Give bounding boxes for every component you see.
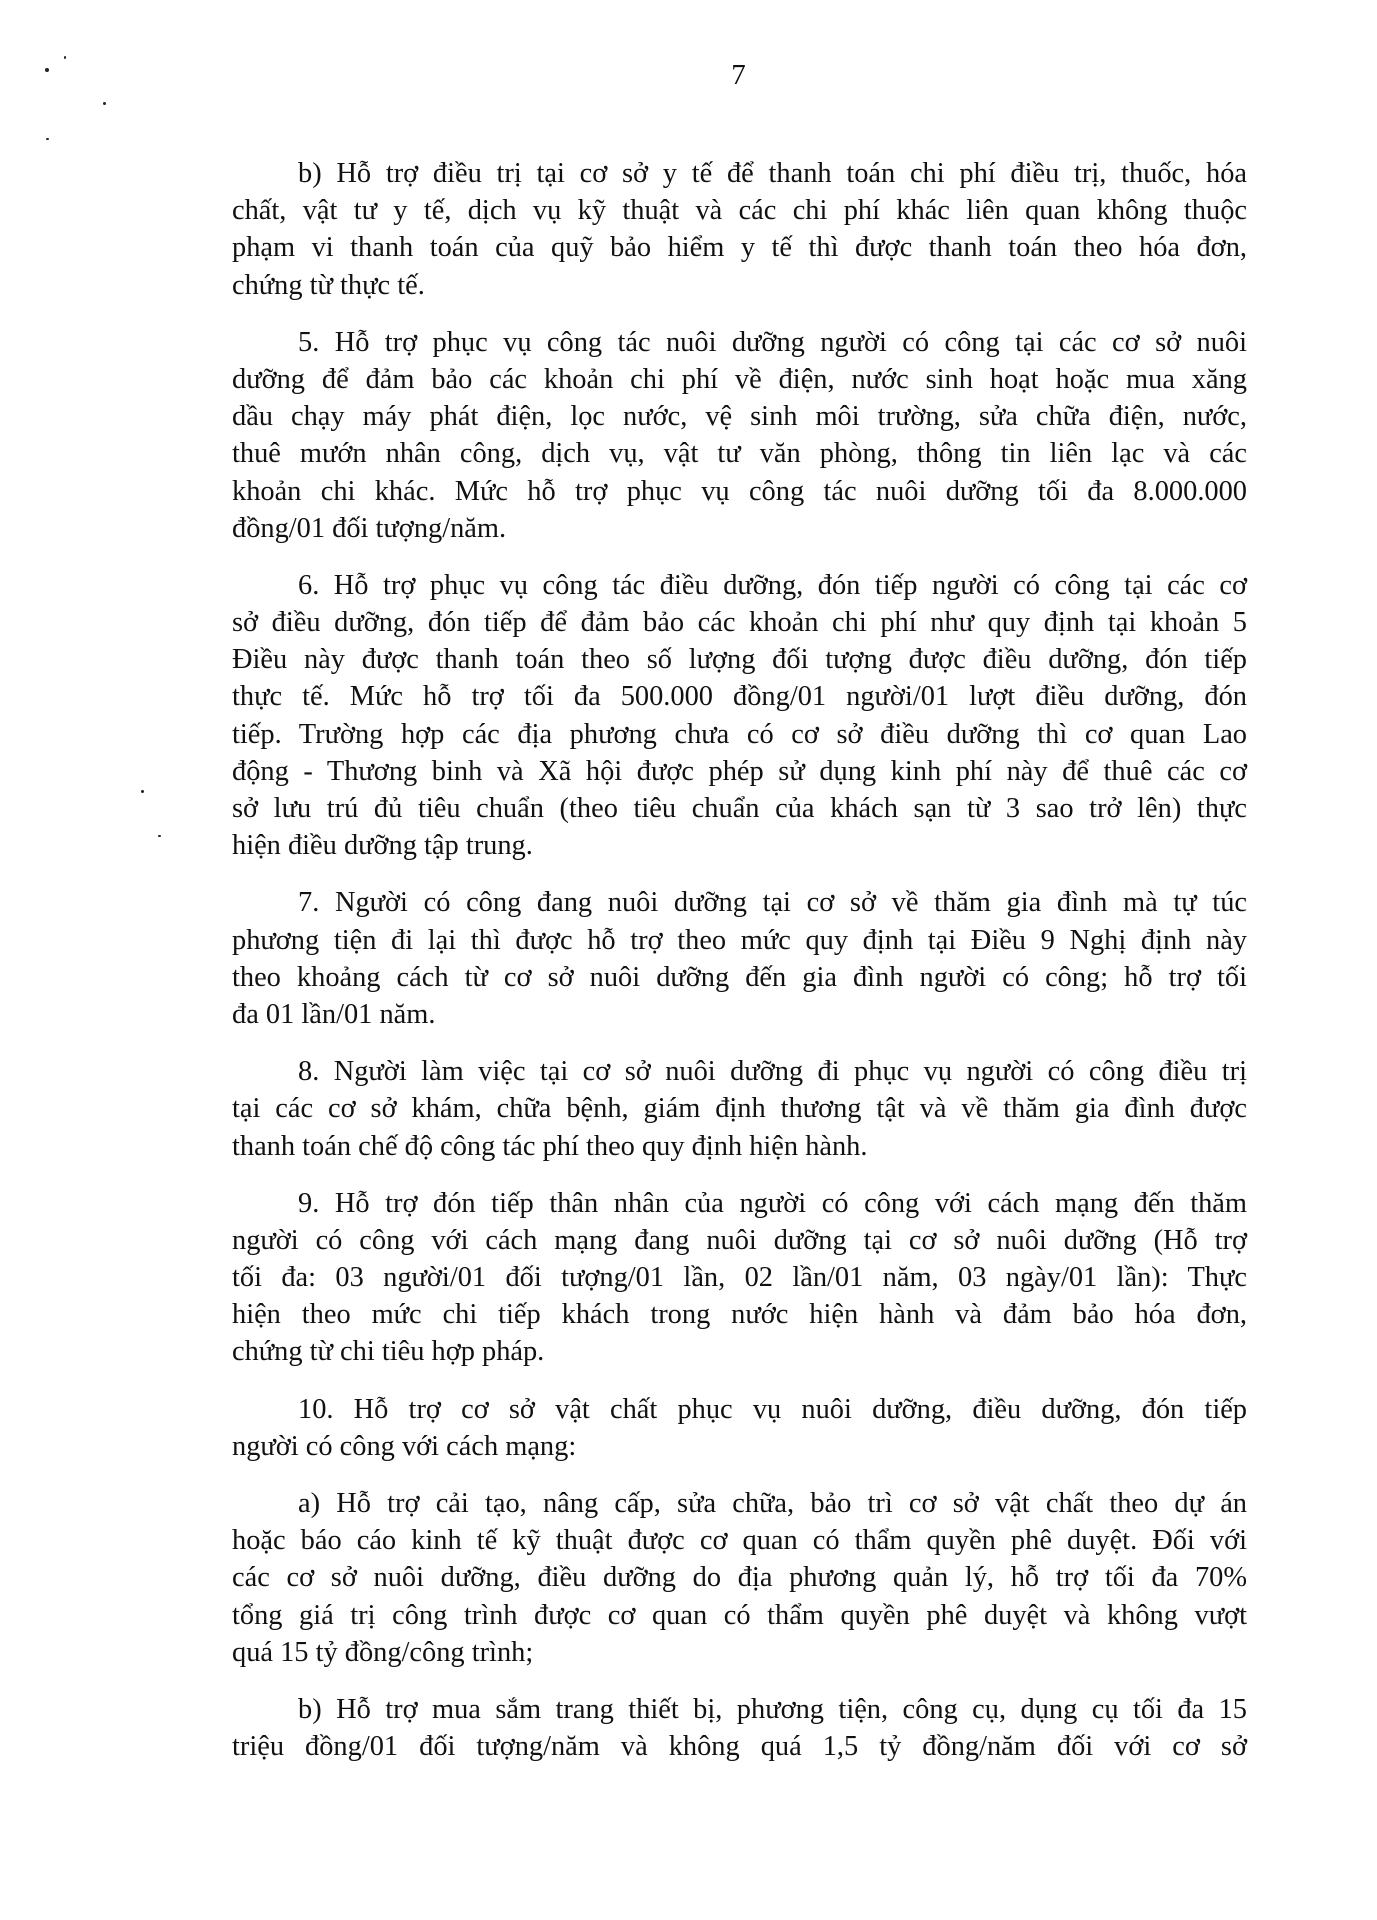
text-line: theo khoảng cách từ cơ sở nuôi dưỡng đến gia đình người có công; hỗ trợ tối (232, 961, 1247, 993)
text-line: 7. Người có công đang nuôi dưỡng tại cơ sở về thăm gia đình mà tự túc (298, 887, 1247, 919)
text-line: thanh toán chế độ công tác phí theo quy định hiện hành. (232, 1130, 868, 1162)
text-line: động - Thương binh và Xã hội được phép sử dụng kinh phí này để thuê các cơ (232, 755, 1247, 787)
paragraph-10 (232, 1391, 1247, 1465)
text-line: 10. Hỗ trợ cơ sở vật chất phục vụ nuôi dưỡng, điều dưỡng, đón tiếp (298, 1393, 1247, 1425)
text-line: các cơ sở nuôi dưỡng, điều dưỡng do địa phương quản lý, hỗ trợ tối đa 70% (232, 1562, 1247, 1594)
text-line: b) Hỗ trợ mua sắm trang thiết bị, phương tiện, công cụ, dụng cụ tối đa 15 (298, 1693, 1247, 1725)
text-line: sở lưu trú đủ tiêu chuẩn (theo tiêu chuẩn của khách sạn từ 3 sao trở lên) thực (232, 793, 1247, 824)
text-line: tiếp. Trường hợp các địa phương chưa có cơ sở điều dưỡng thì cơ quan Lao (232, 718, 1247, 750)
text-line: phạm vi thanh toán của quỹ bảo hiểm y tế thì được thanh toán theo hóa đơn, (232, 232, 1247, 264)
text-line: quá 15 tỷ đồng/công trình; (232, 1636, 534, 1668)
text-line: Điều này được thanh toán theo số lượng đối tượng được điều dưỡng, đón tiếp (232, 644, 1247, 676)
text-line: sở điều dưỡng, đón tiếp để đảm bảo các khoản chi phí như quy định tại khoản 5 (232, 607, 1247, 639)
text-line: tối đa: 03 người/01 đối tượng/01 lần, 02 lần/01 năm, 03 ngày/01 lần): Thực (232, 1262, 1247, 1294)
paragraph-10b (232, 1691, 1247, 1765)
text-line: 8. Người làm việc tại cơ sở nuôi dưỡng đi phục vụ người có công điều trị (298, 1056, 1247, 1088)
text-line: hiện điều dưỡng tập trung. (232, 830, 533, 862)
text-line: tại các cơ sở khám, chữa bệnh, giám định thương tật và về thăm gia đình được (232, 1093, 1247, 1125)
text-line: chứng từ chi tiêu hợp pháp. (232, 1336, 545, 1368)
text-line: 9. Hỗ trợ đón tiếp thân nhân của người có công với cách mạng đến thăm (298, 1187, 1247, 1219)
text-line: hoặc báo cáo kinh tế kỹ thuật được cơ quan có thẩm quyền phê duyệt. Đối với (232, 1525, 1247, 1557)
text-line: đa 01 lần/01 năm. (232, 998, 436, 1030)
scan-speck (141, 790, 144, 793)
text-line: triệu đồng/01 đối tượng/năm và không quá 1,5 tỷ đồng/năm đối với cơ sở (232, 1731, 1247, 1763)
text-line: chứng từ thực tế. (232, 269, 425, 301)
text-line: 6. Hỗ trợ phục vụ công tác điều dưỡng, đón tiếp người có công tại các cơ (298, 569, 1247, 601)
scan-speck (46, 138, 49, 140)
paragraph-5 (232, 324, 1247, 547)
paragraph-7 (232, 884, 1247, 1033)
text-line: thuê mướn nhân công, dịch vụ, vật tư văn phòng, thông tin liên lạc và các (232, 438, 1247, 470)
paragraph-8 (232, 1053, 1247, 1165)
text-line: thực tế. Mức hỗ trợ tối đa 500.000 đồng/01 người/01 lượt điều dưỡng, đón (232, 681, 1247, 713)
paragraph-4b (232, 155, 1247, 304)
paragraph-10a (232, 1485, 1247, 1671)
scan-speck (158, 835, 161, 837)
text-line: hiện theo mức chi tiếp khách trong nước hiện hành và đảm bảo hóa đơn, (232, 1299, 1247, 1331)
text-line: người có công với cách mạng đang nuôi dưỡng tại cơ sở nuôi dưỡng (Hỗ trợ (232, 1224, 1247, 1256)
text-line: dầu chạy máy phát điện, lọc nước, vệ sinh môi trường, sửa chữa điện, nước, (232, 401, 1247, 433)
text-line: chất, vật tư y tế, dịch vụ kỹ thuật và các chi phí khác liên quan không thuộc (232, 195, 1247, 227)
text-line: người có công với cách mạng: (232, 1430, 577, 1462)
text-line: 5. Hỗ trợ phục vụ công tác nuôi dưỡng người có công tại các cơ sở nuôi (298, 326, 1247, 358)
paragraph-6 (232, 567, 1247, 865)
page-number: 7 (731, 59, 746, 91)
text-line: dưỡng để đảm bảo các khoản chi phí về điện, nước sinh hoạt hoặc mua xăng (232, 363, 1247, 395)
text-line: tổng giá trị công trình được cơ quan có thẩm quyền phê duyệt và không vượt (232, 1599, 1247, 1631)
text-line: đồng/01 đối tượng/năm. (232, 512, 507, 544)
document-body (232, 155, 1247, 1785)
paragraph-9 (232, 1185, 1247, 1371)
text-line: b) Hỗ trợ điều trị tại cơ sở y tế để thanh toán chi phí điều trị, thuốc, hóa (298, 158, 1247, 189)
scan-speck (103, 102, 106, 105)
text-line: phương tiện đi lại thì được hỗ trợ theo mức quy định tại Điều 9 Nghị định này (232, 924, 1247, 956)
text-line: khoản chi khác. Mức hỗ trợ phục vụ công tác nuôi dưỡng tối đa 8.000.000 (232, 475, 1247, 507)
text-line: a) Hỗ trợ cải tạo, nâng cấp, sửa chữa, bảo trì cơ sở vật chất theo dự án (298, 1488, 1247, 1519)
